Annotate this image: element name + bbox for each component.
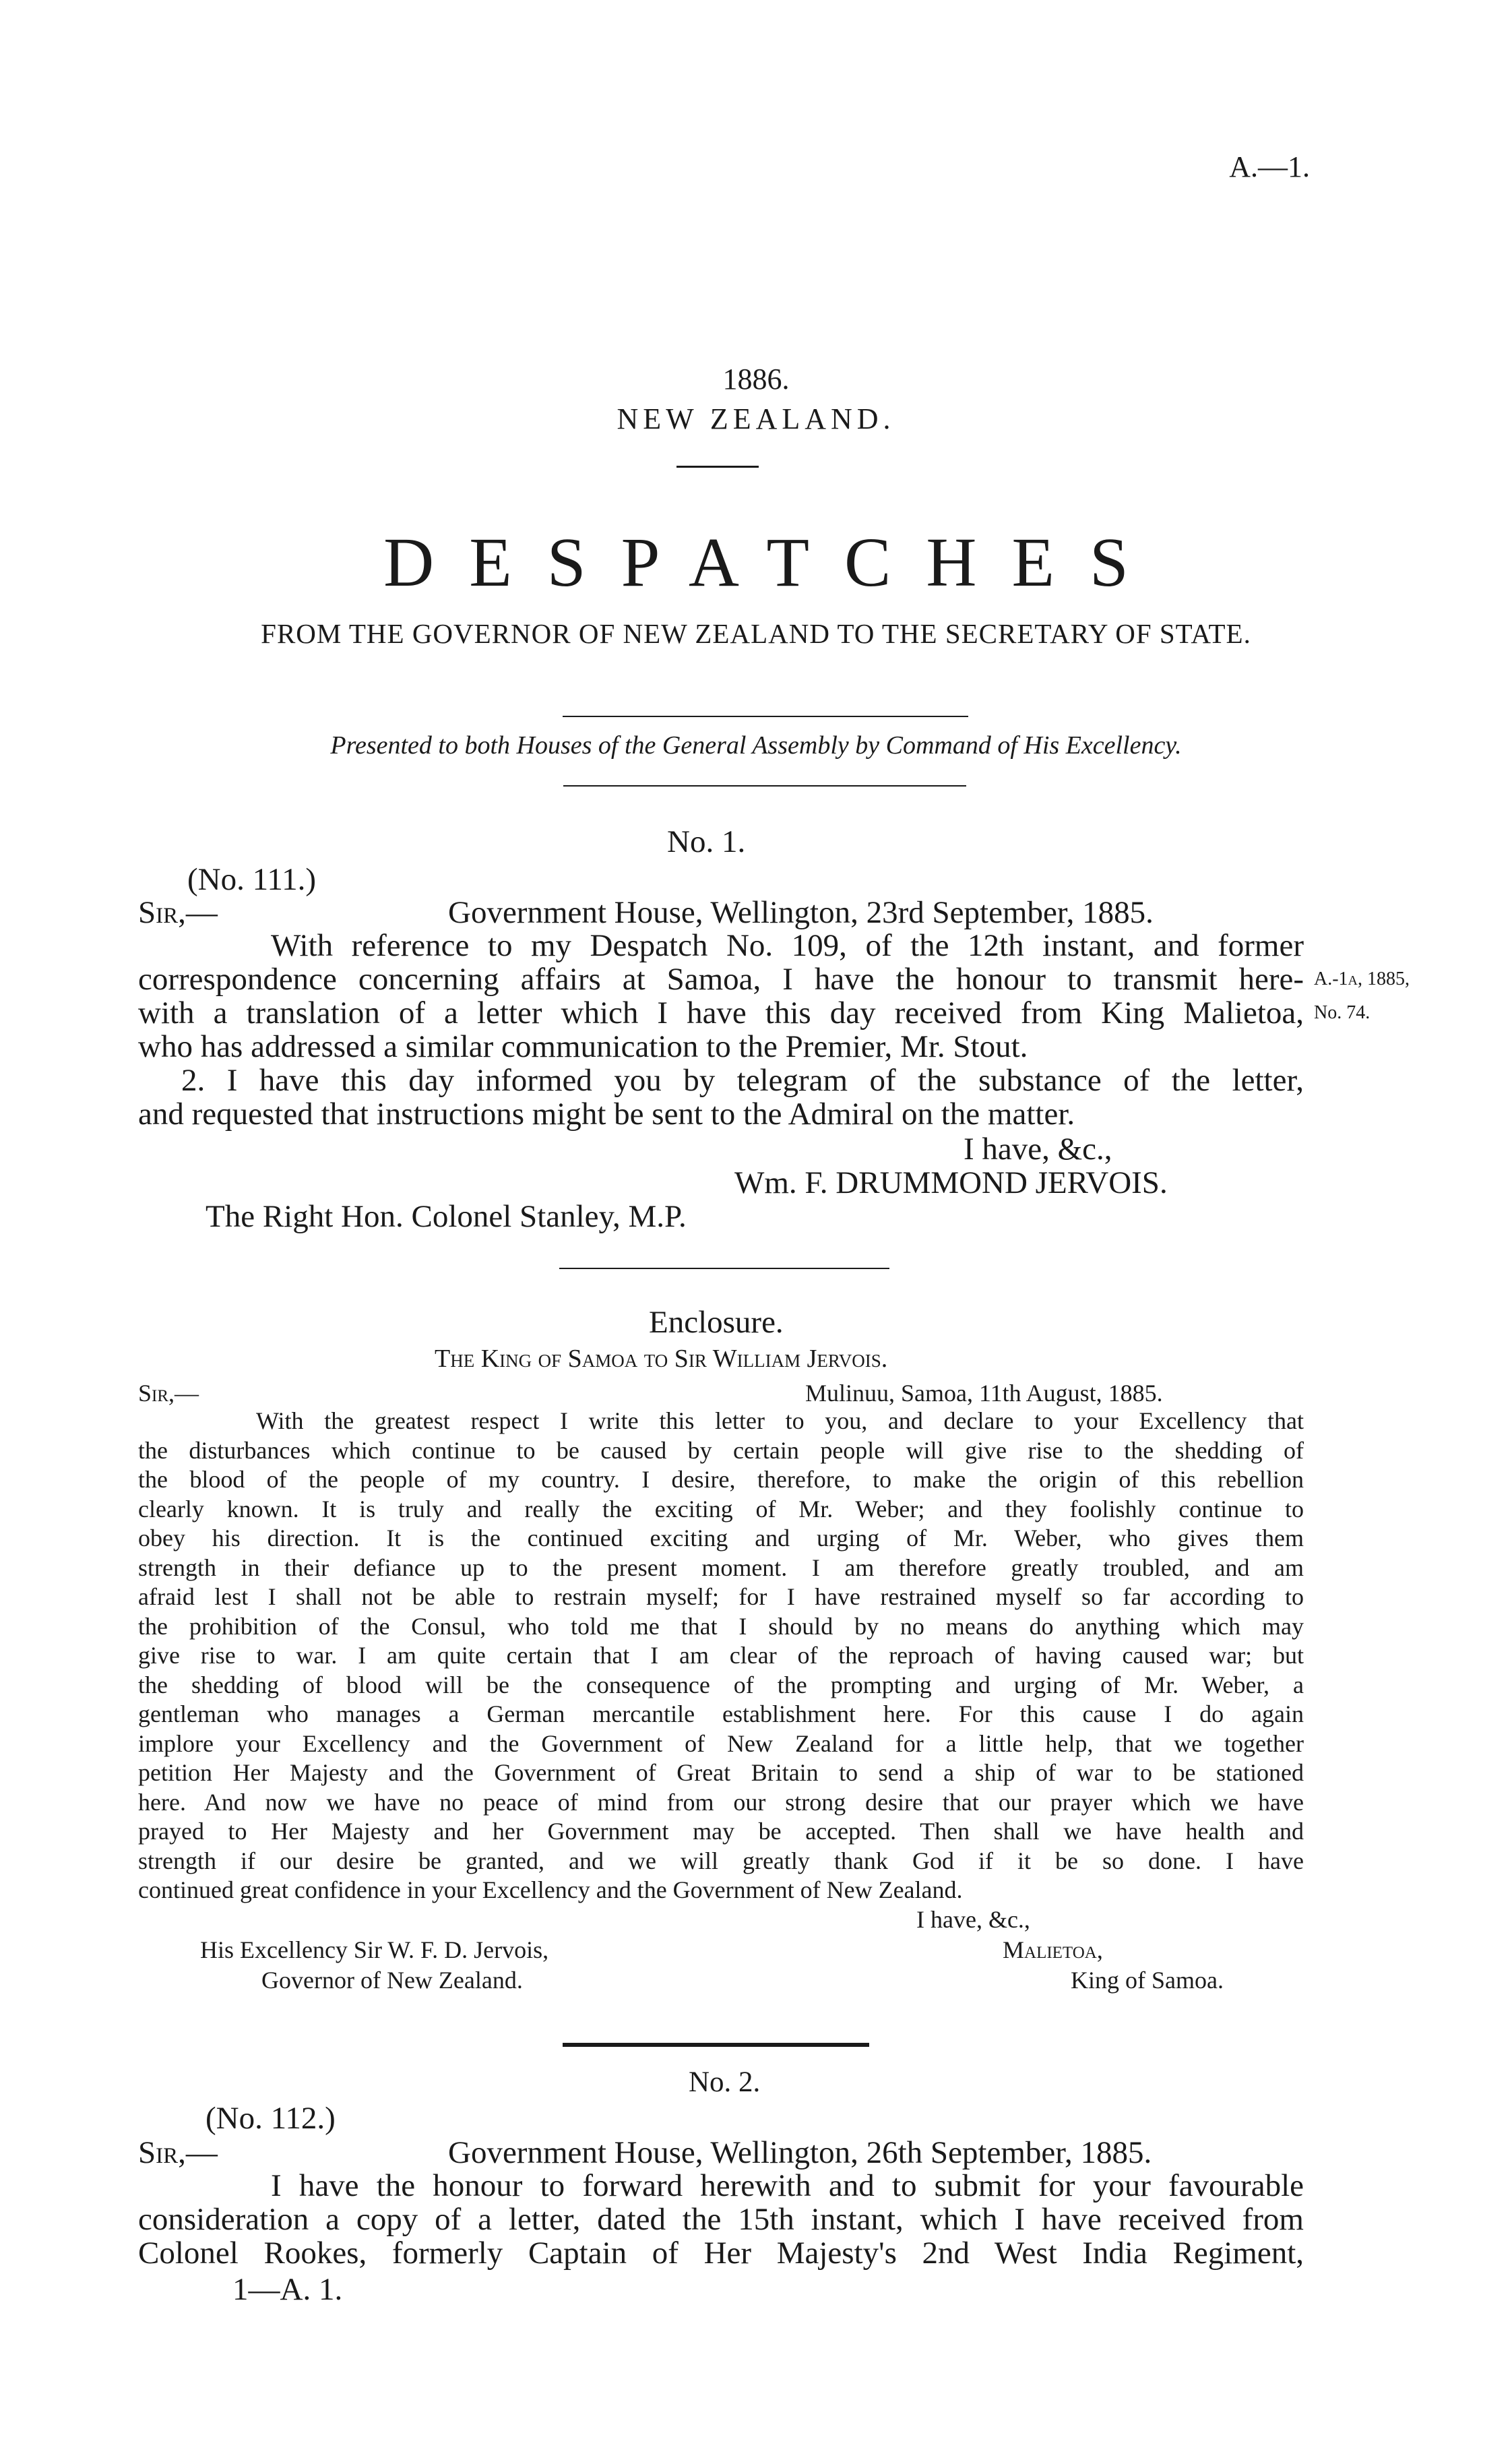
despatch-heading: No. 2. — [689, 2066, 761, 2098]
year: 1886. — [722, 363, 790, 396]
salutation: Sir,— — [138, 1380, 199, 1407]
despatch-heading: No. 1. — [667, 824, 746, 859]
signature: Wm. F. DRUMMOND JERVOIS. — [734, 1165, 1168, 1200]
document-subtitle: FROM THE GOVERNOR OF NEW ZEALAND TO THE SECRETARY OF STATE. — [261, 618, 1251, 649]
margin-reference: A.-1a, 1885, — [1314, 968, 1410, 989]
closing: I have, &c., — [964, 1132, 1112, 1167]
despatch-paragraph: With reference to my Despatch No. 109, of the 12th instant, and former correspondence concerning affairs at Samoa, I have the honour to transmit here- with a translation of a letter which I have this day received from King Malietoa, who has addressed a similar communication to the Premier, Mr. Stout. — [138, 928, 1304, 1064]
closing: I have, &c., — [916, 1906, 1030, 1933]
presentation-note: Presented to both Houses of the General Assembly by Command of His Excellency. — [330, 731, 1182, 760]
divider — [563, 2043, 869, 2047]
despatch-number: (No. 111.) — [187, 862, 317, 897]
addressee: The Right Hon. Colonel Stanley, M.P. — [206, 1199, 687, 1234]
despatch-number: (No. 112.) — [206, 2101, 336, 2136]
place-date: Mulinuu, Samoa, 11th August, 1885. — [805, 1380, 1163, 1407]
divider — [563, 785, 966, 787]
page-signature-mark: 1—A. 1. — [232, 2272, 343, 2307]
place-date: Government House, Wellington, 23rd September, 1885. — [448, 895, 1154, 930]
despatch-paragraph: I have the honour to forward herewith and to submit for your favourable consideration a copy of a letter, dated the 15th instant, which I have received from Colonel Rookes, formerly Captain of Her Majesty's 2nd West India Regiment, — [138, 2168, 1304, 2271]
signature-title: King of Samoa. — [1071, 1967, 1224, 1994]
addressee: His Excellency Sir W. F. D. Jervois, — [200, 1936, 549, 1963]
salutation: Sir,— — [138, 895, 218, 930]
enclosure-heading: Enclosure. — [649, 1305, 784, 1340]
despatch-paragraph: 2. I have this day informed you by telegram of the substance of the letter, and requested that instructions might be sent to the Admiral on the matter. — [138, 1063, 1304, 1132]
margin-reference: No. 74. — [1314, 1002, 1371, 1023]
page-reference: A.—1. — [1229, 150, 1310, 183]
country: NEW ZEALAND. — [617, 402, 895, 435]
salutation: Sir,— — [138, 2135, 218, 2170]
letter-body: With the greatest respect I write this letter to you, and declare to your Excellency that the disturbances which continue to be caused by certain people will give rise to the shedding of the blood of the people of my country. I desire, therefore, to make the origin of this rebellion clearly known. It is truly and really the exciting of Mr. Weber; and they foolishly continue to obey his direction. It is the continued exciting and urging of Mr. Weber, who gives them strength in their defiance up to the present moment. I am therefore greatly troubled, and am afraid lest I shall not be able to restrain myself; for I have restrained myself so far according to the prohibition of the Consul, who told me that I should by no means do anything which may give rise to war. I am quite certain that I am clear of the reproach of having caused war; but the shedding of blood will be the consequence of the prompting and urging of Mr. Weber, a gentleman who manages a German mercantile establishment here. For this cause I do again implore your Excellency and the Government of New Zealand for a little help, that we together petition Her Majesty and the Government of Great Britain to send a ship of war to be stationed here. And now we have no peace of mind from our strong desire that our prayer which we have prayed to Her Majesty and her Government may be accepted. Then shall we have health and strength if our desire be granted, and we will greatly thank God if it be so done. I have continued great confidence in your Excellency and the Government of New Zealand. — [138, 1407, 1304, 1903]
signature: Malietoa, — [1003, 1936, 1103, 1963]
divider — [676, 466, 759, 468]
place-date: Government House, Wellington, 26th September, 1885. — [448, 2135, 1152, 2170]
enclosure-subheading: The King of Samoa to Sir William Jervois. — [435, 1345, 888, 1373]
divider — [563, 716, 968, 717]
divider — [559, 1268, 889, 1269]
addressee-title: Governor of New Zealand. — [261, 1967, 523, 1994]
document-title: DESPATCHES — [383, 524, 1164, 601]
